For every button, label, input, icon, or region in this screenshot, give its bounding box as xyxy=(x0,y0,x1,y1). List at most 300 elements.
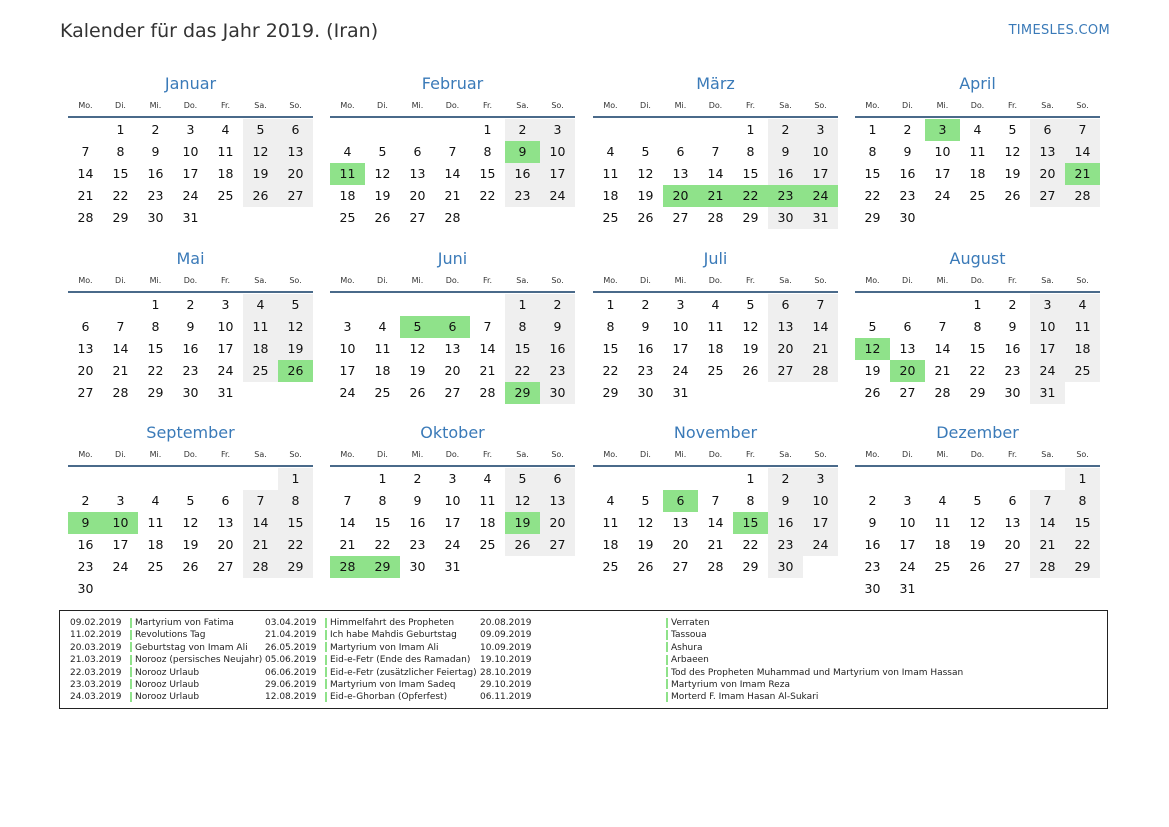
holiday-marker-icon xyxy=(325,642,327,652)
day-cell: 14 xyxy=(479,341,496,356)
weekday-label: So. xyxy=(551,450,564,459)
day-cell: 17 xyxy=(934,166,951,181)
weekday-label: Mi. xyxy=(936,450,949,459)
day-cell: 18 xyxy=(217,166,234,181)
legend-date: 26.05.2019 xyxy=(265,642,317,653)
holiday-marker-icon xyxy=(666,642,668,652)
day-cell: 31 xyxy=(217,385,234,400)
day-cell: 28 xyxy=(1065,185,1100,207)
legend-date: 03.04.2019 xyxy=(265,618,317,628)
day-cell: 23 xyxy=(147,188,164,203)
weekday-label: Di. xyxy=(377,276,388,285)
day-cell: 20 xyxy=(409,188,426,203)
day-cell: 15 xyxy=(602,341,619,356)
day-cell: 2 xyxy=(768,119,803,141)
day-cell: 25 xyxy=(339,210,356,225)
day-cell: 27 xyxy=(1004,559,1021,574)
legend-date: 19.10.2019 xyxy=(480,655,532,666)
day-cell: 15 xyxy=(969,341,986,356)
day-cell: 23 xyxy=(899,188,916,203)
day-cell: 24 xyxy=(1030,360,1065,382)
brand-logo-text[interactable]: TIMESLES.COM xyxy=(1008,23,1110,38)
day-cell: 26 xyxy=(969,559,986,574)
weekday-label: So. xyxy=(289,276,302,285)
holiday-day-cell: 10 xyxy=(103,512,138,534)
day-cell: 13 xyxy=(278,141,313,163)
holiday-marker-icon xyxy=(325,630,327,640)
empty-cell xyxy=(400,119,435,141)
day-cell: 11 xyxy=(374,341,391,356)
month-name: Juni xyxy=(437,249,468,268)
day-cell: 31 xyxy=(803,207,838,229)
weekday-label: Mo. xyxy=(603,276,618,285)
day-cell: 29 xyxy=(112,210,129,225)
legend-title: Norooz Urlaub xyxy=(135,692,200,703)
day-cell: 6 xyxy=(1030,119,1065,141)
day-cell: 2 xyxy=(1008,297,1017,312)
page-title: Kalender für das Jahr 2019. (Iran) xyxy=(60,20,379,42)
weekday-label: So. xyxy=(289,101,302,110)
day-cell: 21 xyxy=(339,537,356,552)
month-name: Februar xyxy=(421,74,484,93)
day-cell: 14 xyxy=(77,166,94,181)
holiday-marker-icon xyxy=(666,692,668,702)
day-cell: 27 xyxy=(77,385,94,400)
day-cell: 19 xyxy=(969,537,986,552)
day-cell: 15 xyxy=(112,166,129,181)
day-cell: 18 xyxy=(1065,338,1100,360)
day-cell: 26 xyxy=(637,210,654,225)
empty-cell xyxy=(243,468,278,490)
day-cell: 11 xyxy=(1065,316,1100,338)
day-cell: 23 xyxy=(768,534,803,556)
empty-cell xyxy=(628,468,663,490)
weekday-label: Mo. xyxy=(340,450,355,459)
day-cell: 27 xyxy=(672,210,689,225)
day-cell: 25 xyxy=(1065,360,1100,382)
day-cell: 27 xyxy=(1030,185,1065,207)
day-cell: 27 xyxy=(899,385,916,400)
day-cell: 25 xyxy=(374,385,391,400)
day-cell: 28 xyxy=(479,385,496,400)
month-name: März xyxy=(696,74,735,93)
day-cell: 25 xyxy=(602,559,619,574)
day-grid xyxy=(593,119,838,229)
weekday-label: Sa. xyxy=(779,450,792,459)
day-grid xyxy=(855,468,1100,600)
holiday-legend xyxy=(59,610,1108,709)
day-cell: 19 xyxy=(374,188,391,203)
day-cell: 1 xyxy=(278,468,313,490)
weekday-header xyxy=(855,445,1100,467)
day-cell: 22 xyxy=(479,188,496,203)
day-cell: 12 xyxy=(505,490,540,512)
day-cell: 23 xyxy=(409,537,426,552)
day-cell: 3 xyxy=(803,119,838,141)
day-cell: 3 xyxy=(116,493,125,508)
legend-title: Tassoua xyxy=(671,630,707,641)
day-cell: 20 xyxy=(1030,163,1065,185)
day-cell: 22 xyxy=(602,363,619,378)
holiday-day-cell: 21 xyxy=(1065,163,1100,185)
day-cell: 9 xyxy=(186,319,195,334)
day-cell: 29 xyxy=(969,385,986,400)
day-cell: 1 xyxy=(868,122,877,137)
holiday-day-cell: 19 xyxy=(505,512,540,534)
empty-cell xyxy=(365,294,400,316)
legend-title: Verraten xyxy=(671,618,710,628)
legend-date: 20.08.2019 xyxy=(480,618,532,628)
holiday-day-cell: 28 xyxy=(330,556,365,578)
day-cell: 1 xyxy=(973,297,982,312)
holiday-day-cell: 5 xyxy=(400,316,435,338)
day-cell: 8 xyxy=(606,319,615,334)
legend-date: 10.09.2019 xyxy=(480,642,532,653)
legend-date: 29.06.2019 xyxy=(265,679,317,690)
weekday-label: Sa. xyxy=(516,276,529,285)
empty-cell xyxy=(1030,468,1065,490)
legend-row xyxy=(476,667,963,679)
month-block xyxy=(593,74,838,229)
day-cell: 31 xyxy=(899,581,916,596)
day-cell: 3 xyxy=(343,319,352,334)
day-cell: 4 xyxy=(606,144,615,159)
legend-title: Martyrium von Imam Ali xyxy=(330,642,439,653)
holiday-day-cell: 12 xyxy=(855,338,890,360)
empty-cell xyxy=(330,468,365,490)
day-cell: 27 xyxy=(444,385,461,400)
empty-cell xyxy=(400,294,435,316)
day-cell: 17 xyxy=(1030,338,1065,360)
day-cell: 17 xyxy=(803,512,838,534)
day-cell: 16 xyxy=(505,163,540,185)
day-cell: 16 xyxy=(899,166,916,181)
day-cell: 26 xyxy=(409,385,426,400)
empty-cell xyxy=(855,294,890,316)
day-cell: 6 xyxy=(768,294,803,316)
day-cell: 13 xyxy=(1004,515,1021,530)
weekday-header xyxy=(68,96,313,118)
holiday-marker-icon xyxy=(325,655,327,665)
day-cell: 20 xyxy=(77,363,94,378)
weekday-header xyxy=(68,271,313,293)
day-cell: 9 xyxy=(540,316,575,338)
day-cell: 25 xyxy=(479,537,496,552)
day-cell: 26 xyxy=(1004,188,1021,203)
day-cell: 30 xyxy=(409,559,426,574)
weekday-label: Mi. xyxy=(936,101,949,110)
day-cell: 1 xyxy=(116,122,125,137)
weekday-label: Do. xyxy=(708,276,723,285)
day-cell: 24 xyxy=(540,185,575,207)
holiday-marker-icon xyxy=(666,679,668,689)
weekday-label: Mo. xyxy=(865,276,880,285)
day-cell: 26 xyxy=(864,385,881,400)
holiday-marker-icon xyxy=(325,679,327,689)
day-cell: 4 xyxy=(938,493,947,508)
day-cell: 22 xyxy=(1065,534,1100,556)
day-cell: 5 xyxy=(1008,122,1017,137)
day-cell: 6 xyxy=(278,119,313,141)
weekday-label: Sa. xyxy=(1041,101,1054,110)
day-cell: 28 xyxy=(444,210,461,225)
day-cell: 18 xyxy=(602,537,619,552)
weekday-label: Di. xyxy=(902,276,913,285)
day-cell: 5 xyxy=(505,468,540,490)
holiday-marker-icon xyxy=(666,667,668,677)
day-cell: 11 xyxy=(969,144,986,159)
day-cell: 16 xyxy=(768,163,803,185)
day-cell: 16 xyxy=(77,537,94,552)
day-cell: 8 xyxy=(746,144,755,159)
day-cell: 16 xyxy=(540,338,575,360)
legend-row xyxy=(66,629,262,641)
weekday-label: Mi. xyxy=(411,276,424,285)
holiday-day-cell: 11 xyxy=(330,163,365,185)
weekday-label: Di. xyxy=(902,101,913,110)
day-cell: 24 xyxy=(112,559,129,574)
empty-cell xyxy=(208,468,243,490)
day-cell: 19 xyxy=(409,363,426,378)
day-cell: 18 xyxy=(243,338,278,360)
day-cell: 22 xyxy=(278,534,313,556)
day-cell: 26 xyxy=(243,185,278,207)
day-cell: 20 xyxy=(1004,537,1021,552)
legend-title: Norooz Urlaub xyxy=(135,667,200,678)
day-cell: 22 xyxy=(147,363,164,378)
day-cell: 20 xyxy=(217,537,234,552)
legend-column-1 xyxy=(66,617,262,704)
weekday-label: Do. xyxy=(183,450,198,459)
weekday-label: Mi. xyxy=(674,276,687,285)
weekday-label: Mi. xyxy=(674,101,687,110)
weekday-label: Do. xyxy=(445,450,460,459)
day-cell: 31 xyxy=(182,210,199,225)
weekday-label: Sa. xyxy=(1041,276,1054,285)
day-cell: 21 xyxy=(444,188,461,203)
holiday-day-cell: 29 xyxy=(365,556,400,578)
day-cell: 22 xyxy=(742,537,759,552)
holiday-marker-icon xyxy=(130,692,132,702)
day-cell: 31 xyxy=(1030,382,1065,404)
day-cell: 30 xyxy=(147,210,164,225)
weekday-label: Mo. xyxy=(78,101,93,110)
weekday-label: Sa. xyxy=(516,450,529,459)
day-cell: 17 xyxy=(899,537,916,552)
day-cell: 8 xyxy=(505,316,540,338)
day-cell: 5 xyxy=(243,119,278,141)
weekday-label: Di. xyxy=(902,450,913,459)
day-cell: 9 xyxy=(641,319,650,334)
day-cell: 8 xyxy=(1065,490,1100,512)
day-cell: 19 xyxy=(278,338,313,360)
day-cell: 14 xyxy=(707,166,724,181)
legend-title: Arbaeen xyxy=(671,655,709,666)
day-cell: 16 xyxy=(637,341,654,356)
weekday-label: Mi. xyxy=(411,101,424,110)
day-cell: 14 xyxy=(803,316,838,338)
day-cell: 3 xyxy=(221,297,230,312)
legend-date: 11.02.2019 xyxy=(70,630,122,641)
day-cell: 22 xyxy=(864,188,881,203)
legend-date: 28.10.2019 xyxy=(480,667,532,678)
legend-row xyxy=(66,617,262,629)
day-cell: 7 xyxy=(711,493,720,508)
day-cell: 19 xyxy=(243,163,278,185)
legend-column-3 xyxy=(476,617,963,704)
holiday-marker-icon xyxy=(130,679,132,689)
day-cell: 26 xyxy=(374,210,391,225)
day-cell: 9 xyxy=(903,144,912,159)
day-cell: 6 xyxy=(1008,493,1017,508)
month-name: August xyxy=(949,249,1006,268)
weekday-label: Sa. xyxy=(1041,450,1054,459)
day-cell: 8 xyxy=(378,493,387,508)
day-cell: 16 xyxy=(864,537,881,552)
day-grid xyxy=(593,468,838,578)
empty-cell xyxy=(925,294,960,316)
day-cell: 26 xyxy=(182,559,199,574)
day-cell: 11 xyxy=(147,515,164,530)
day-cell: 31 xyxy=(444,559,461,574)
legend-title: Geburtstag von Imam Ali xyxy=(135,642,248,653)
weekday-header xyxy=(855,96,1100,118)
day-cell: 9 xyxy=(151,144,160,159)
day-cell: 13 xyxy=(217,515,234,530)
day-cell: 31 xyxy=(672,385,689,400)
month-name: Mai xyxy=(176,249,205,268)
weekday-label: So. xyxy=(814,450,827,459)
day-cell: 18 xyxy=(339,188,356,203)
day-cell: 21 xyxy=(707,537,724,552)
month-block xyxy=(593,249,838,404)
day-cell: 18 xyxy=(479,515,496,530)
legend-title: Revolutions Tag xyxy=(135,630,206,641)
day-cell: 10 xyxy=(672,319,689,334)
day-cell: 15 xyxy=(147,341,164,356)
month-block xyxy=(330,74,575,229)
day-cell: 14 xyxy=(1030,512,1065,534)
weekday-label: Mo. xyxy=(78,450,93,459)
day-cell: 6 xyxy=(221,493,230,508)
day-cell: 23 xyxy=(540,360,575,382)
day-cell: 24 xyxy=(899,559,916,574)
legend-row xyxy=(261,642,477,654)
legend-row xyxy=(261,667,477,679)
day-cell: 26 xyxy=(742,363,759,378)
day-cell: 2 xyxy=(186,297,195,312)
weekday-label: Mo. xyxy=(78,276,93,285)
day-cell: 16 xyxy=(1004,341,1021,356)
weekday-label: Mi. xyxy=(936,276,949,285)
day-cell: 6 xyxy=(81,319,90,334)
legend-row xyxy=(261,654,477,666)
holiday-marker-icon xyxy=(666,630,668,640)
holiday-marker-icon xyxy=(130,618,132,628)
weekday-label: Fr. xyxy=(1007,276,1018,285)
day-cell: 8 xyxy=(868,144,877,159)
day-cell: 27 xyxy=(672,559,689,574)
holiday-day-cell: 9 xyxy=(505,141,540,163)
day-cell: 10 xyxy=(803,141,838,163)
weekday-label: Mo. xyxy=(340,101,355,110)
empty-cell xyxy=(103,468,138,490)
day-cell: 15 xyxy=(278,512,313,534)
day-cell: 18 xyxy=(147,537,164,552)
day-cell: 14 xyxy=(339,515,356,530)
day-cell: 18 xyxy=(934,537,951,552)
day-cell: 4 xyxy=(1065,294,1100,316)
empty-cell xyxy=(68,294,103,316)
day-cell: 13 xyxy=(1030,141,1065,163)
holiday-day-cell: 29 xyxy=(505,382,540,404)
day-cell: 7 xyxy=(1030,490,1065,512)
empty-cell xyxy=(960,468,995,490)
day-cell: 12 xyxy=(409,341,426,356)
day-cell: 21 xyxy=(479,363,496,378)
day-cell: 7 xyxy=(116,319,125,334)
weekday-label: So. xyxy=(1076,276,1089,285)
day-grid xyxy=(593,294,838,404)
legend-title: Himmelfahrt des Propheten xyxy=(330,618,455,628)
day-cell: 4 xyxy=(243,294,278,316)
day-cell: 12 xyxy=(182,515,199,530)
day-grid xyxy=(68,294,313,404)
holiday-day-cell: 23 xyxy=(768,185,803,207)
day-cell: 10 xyxy=(444,493,461,508)
month-name: November xyxy=(673,423,758,442)
day-cell: 25 xyxy=(217,188,234,203)
legend-row xyxy=(476,679,963,691)
legend-row xyxy=(476,617,963,629)
legend-title: Martyrium von Imam Sadeq xyxy=(330,679,456,690)
weekday-label: Di. xyxy=(115,276,126,285)
weekday-label: Di. xyxy=(640,276,651,285)
legend-row xyxy=(476,629,963,641)
weekday-label: Mi. xyxy=(411,450,424,459)
day-cell: 17 xyxy=(540,163,575,185)
day-cell: 29 xyxy=(602,385,619,400)
holiday-day-cell: 20 xyxy=(890,360,925,382)
empty-cell xyxy=(855,468,890,490)
day-cell: 30 xyxy=(77,581,94,596)
weekday-label: So. xyxy=(1076,101,1089,110)
weekday-label: Mo. xyxy=(603,101,618,110)
day-cell: 10 xyxy=(1030,316,1065,338)
weekday-label: Fr. xyxy=(220,450,231,459)
holiday-marker-icon xyxy=(130,667,132,677)
day-cell: 13 xyxy=(444,341,461,356)
day-cell: 28 xyxy=(707,210,724,225)
holiday-marker-icon xyxy=(130,642,132,652)
weekday-label: Do. xyxy=(445,276,460,285)
day-cell: 16 xyxy=(182,341,199,356)
day-cell: 29 xyxy=(742,559,759,574)
month-block xyxy=(68,74,313,229)
empty-cell xyxy=(365,119,400,141)
day-cell: 23 xyxy=(182,363,199,378)
holiday-day-cell: 3 xyxy=(925,119,960,141)
day-cell: 2 xyxy=(768,468,803,490)
day-cell: 25 xyxy=(707,363,724,378)
day-cell: 11 xyxy=(479,493,496,508)
weekday-label: Sa. xyxy=(254,276,267,285)
day-cell: 24 xyxy=(217,363,234,378)
month-block xyxy=(68,423,313,600)
day-cell: 18 xyxy=(374,363,391,378)
legend-column-2 xyxy=(261,617,477,704)
month-block xyxy=(330,423,575,578)
